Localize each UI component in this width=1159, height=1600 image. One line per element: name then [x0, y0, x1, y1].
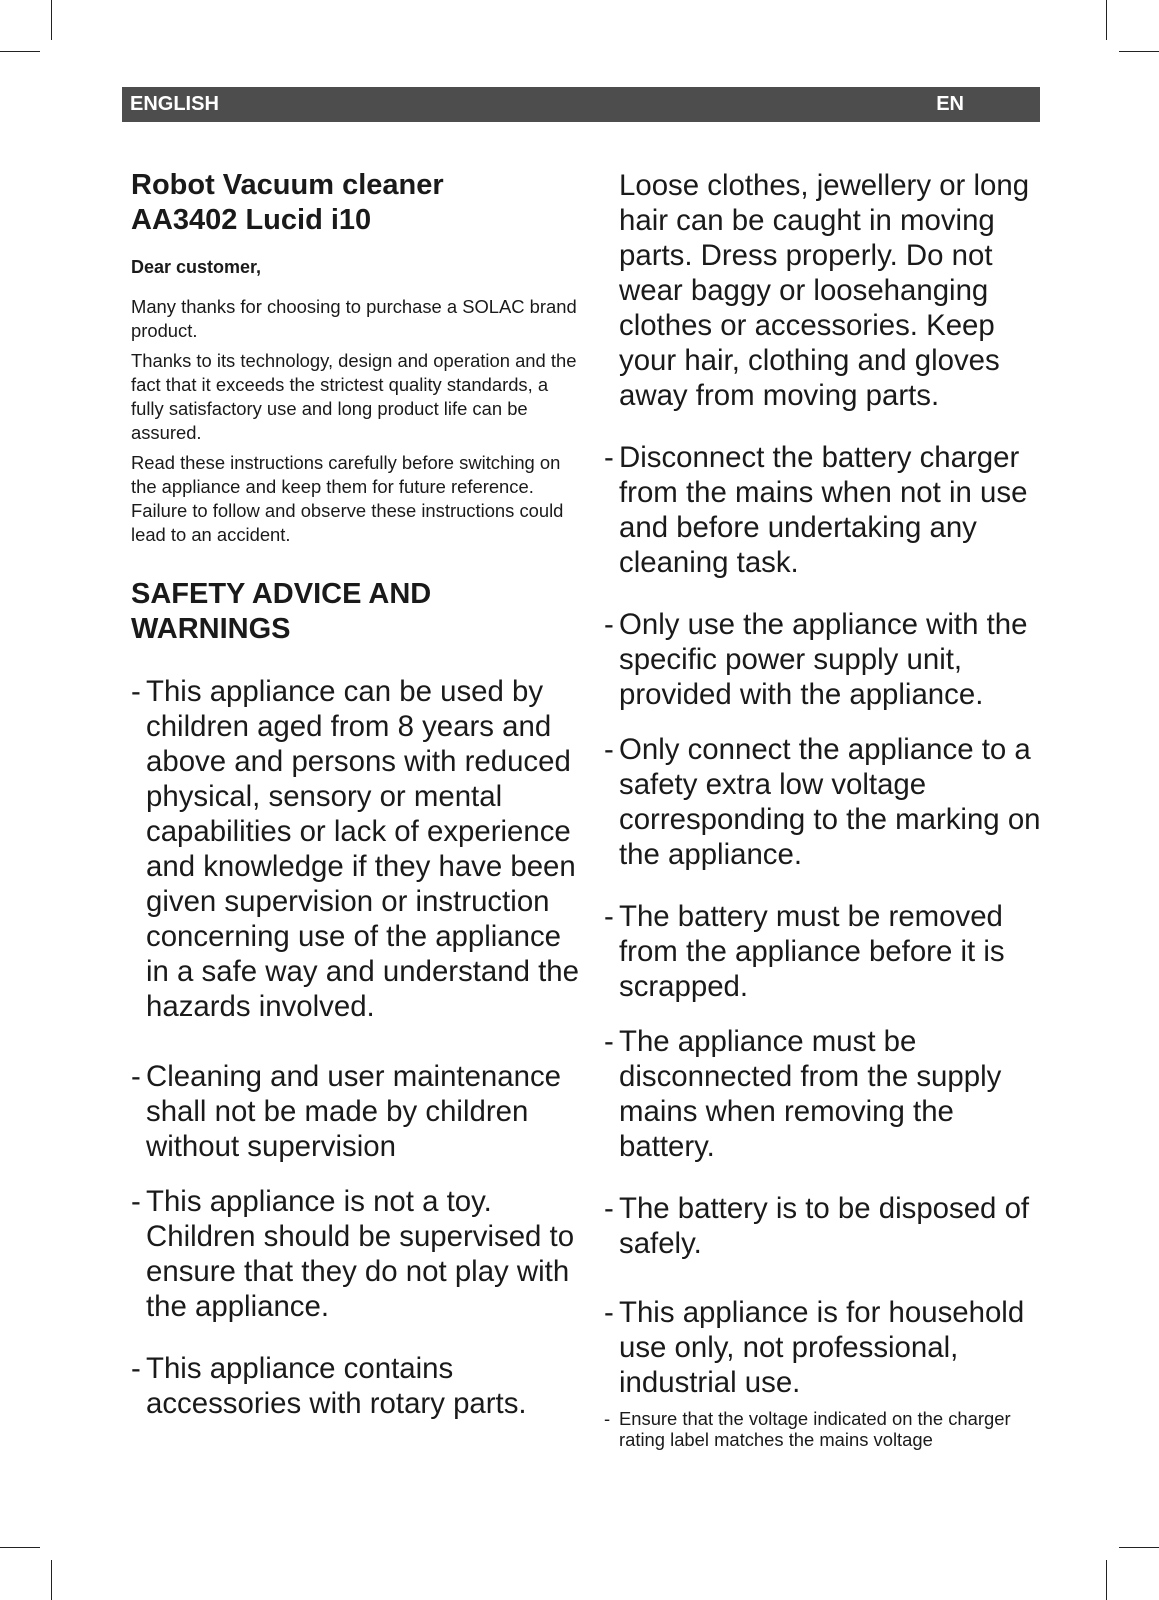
warning-text: This appliance can be used by children aged from 8 years and above and persons with reduced physical, sensory or mental capabilities or lack of experience and knowledge if they have been given supervision or instruction concerning use of the appliance in a safe way and understand the hazards involved. — [146, 675, 579, 1023]
crop-mark — [1119, 1547, 1159, 1548]
section-title: SAFETY ADVICE AND WARNINGS — [131, 578, 432, 645]
warning-text: Loose clothes, jewellery or long hair can be caught in moving parts. Dress properly. Do not wear baggy or loosehanging clothes or accessories. Keep your hair, clothing and gloves away from moving parts. — [619, 169, 1030, 412]
left-column — [131, 168, 581, 1421]
warning-item — [131, 674, 581, 1024]
bullet-dash: - — [604, 608, 614, 641]
crop-mark — [1119, 51, 1159, 52]
greeting: Dear customer, — [131, 257, 262, 277]
warning-item — [604, 1024, 1054, 1164]
warning-item — [131, 1351, 581, 1421]
crop-mark — [1106, 1560, 1107, 1600]
crop-mark — [0, 51, 40, 52]
intro-paragraph: Many thanks for choosing to purchase a SOLAC brand product. — [131, 296, 577, 341]
language-label: ENGLISH — [130, 93, 219, 115]
warning-item — [604, 899, 1054, 1004]
right-column — [604, 168, 1054, 1450]
bullet-dash: - — [131, 1060, 141, 1093]
bullet-dash: - — [604, 1025, 614, 1058]
bullet-dash: - — [131, 675, 141, 708]
warning-item — [604, 732, 1054, 872]
warning-item-small — [604, 1408, 1054, 1450]
bullet-dash: - — [604, 1408, 611, 1429]
document-title — [131, 168, 581, 238]
crop-mark — [1106, 0, 1107, 40]
warning-text: Ensure that the voltage indicated on the charger rating label matches the mains voltage — [619, 1408, 1011, 1450]
language-code: EN — [936, 93, 964, 115]
bullet-dash: - — [604, 900, 614, 933]
warning-text: The appliance must be disconnected from the supply mains when removing the battery. — [619, 1025, 1002, 1163]
warning-item-continued — [604, 168, 1054, 413]
warning-item — [604, 1295, 1054, 1400]
bullet-dash: - — [131, 1352, 141, 1385]
intro-paragraph: Read these instructions carefully before switching on the appliance and keep them for future reference. Failure to follow and observe these instructions could lead to an accident. — [131, 452, 564, 545]
warning-text: This appliance is for household use only, not professional, industrial use. — [619, 1296, 1025, 1399]
warning-text: Disconnect the battery charger from the mains when not in use and before undertaking any cleaning task. — [619, 441, 1028, 579]
warning-item — [604, 440, 1054, 580]
bullet-dash: - — [604, 1192, 614, 1225]
bullet-dash: - — [604, 441, 614, 474]
warning-item — [131, 1184, 581, 1324]
bullet-dash: - — [604, 733, 614, 766]
language-header-bar — [122, 87, 1040, 122]
intro-paragraph: Thanks to its technology, design and operation and the fact that it exceeds the strictest quality standards, a fully satisfactory use and long product life can be assured. — [131, 350, 577, 443]
warning-item — [131, 1059, 581, 1164]
warning-text: Cleaning and user maintenance shall not be made by children without supervision — [146, 1060, 562, 1163]
warning-text: The battery is to be disposed of safely. — [619, 1192, 1030, 1260]
warning-item — [604, 607, 1054, 712]
crop-mark — [0, 1547, 40, 1548]
bullet-dash: - — [604, 1296, 614, 1329]
title-line-2: AA3402 Lucid i10 — [131, 204, 372, 236]
warning-text: Only connect the appliance to a safety extra low voltage corresponding to the marking on the appliance. — [619, 733, 1041, 871]
crop-mark — [51, 1560, 52, 1600]
warning-text: This appliance contains accessories with rotary parts. — [146, 1352, 527, 1420]
warning-text: Only use the appliance with the specific power supply unit, provided with the appliance. — [619, 608, 1028, 711]
bullet-spacer — [604, 168, 619, 413]
title-line-1: Robot Vacuum cleaner — [131, 169, 444, 201]
crop-mark — [51, 0, 52, 40]
bullet-dash: - — [131, 1185, 141, 1218]
warning-text: The battery must be removed from the appliance before it is scrapped. — [619, 900, 1005, 1003]
warning-item — [604, 1191, 1054, 1261]
warning-text: This appliance is not a toy. Children should be supervised to ensure that they do not play with the appliance. — [146, 1185, 575, 1323]
